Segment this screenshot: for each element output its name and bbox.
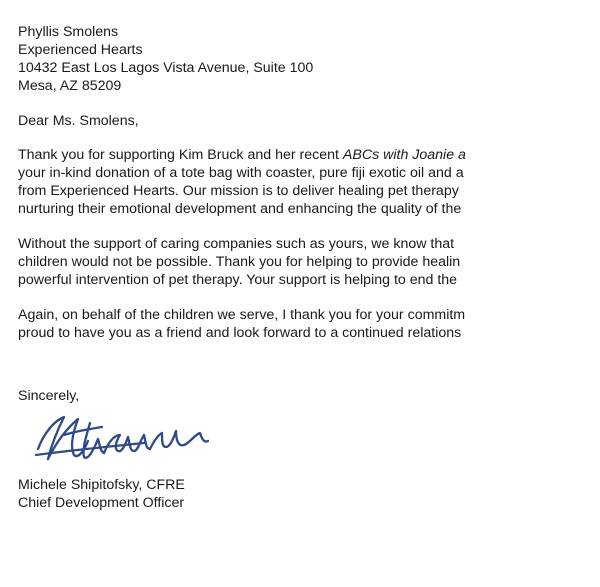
signer-block	[18, 476, 600, 512]
paragraph-line: nurturing their emotional development and enhancing the quality of the	[18, 201, 462, 217]
paragraph-line: from Experienced Hearts. Our mission is to deliver healing pet therapy	[18, 183, 459, 199]
paragraph-line: proud to have you as a friend and look forward to a continued relations	[18, 325, 462, 341]
paragraph-line: Again, on behalf of the children we serve, I thank you for your commitm	[18, 307, 466, 323]
paragraph-1	[18, 146, 600, 218]
paragraph-line: your in-kind donation of a tote bag with coaster, pure fiji exotic oil and a	[18, 165, 464, 181]
recipient-organization: Experienced Hearts	[18, 42, 143, 58]
paragraph-3	[18, 306, 600, 342]
event-name: ABCs with Joanie a	[342, 147, 466, 163]
paragraph-line: Thank you for supporting Kim Bruck and her recent ABCs with Joanie a	[18, 147, 466, 163]
salutation: Dear Ms. Smolens,	[18, 113, 139, 129]
paragraph-line: powerful intervention of pet therapy. Your support is helping to end the	[18, 272, 458, 288]
recipient-city-state-zip: Mesa, AZ 85209	[18, 78, 122, 94]
paragraph-2	[18, 235, 600, 289]
closing: Sincerely,	[18, 388, 80, 404]
signer-name: Michele Shipitofsky, CFRE	[18, 477, 185, 493]
signer-title: Chief Development Officer	[18, 495, 185, 511]
recipient-name: Phyllis Smolens	[18, 24, 119, 40]
recipient-street: 10432 East Los Lagos Vista Avenue, Suite 100	[18, 60, 314, 76]
letter-body	[18, 23, 600, 512]
paragraph-line: Without the support of caring companies such as yours, we know that	[18, 236, 455, 252]
recipient-address-block	[18, 23, 600, 95]
paragraph-line: children would not be possible. Thank you for helping to provide healin	[18, 254, 461, 270]
signature-image	[34, 409, 224, 471]
handwritten-signature	[18, 409, 600, 474]
